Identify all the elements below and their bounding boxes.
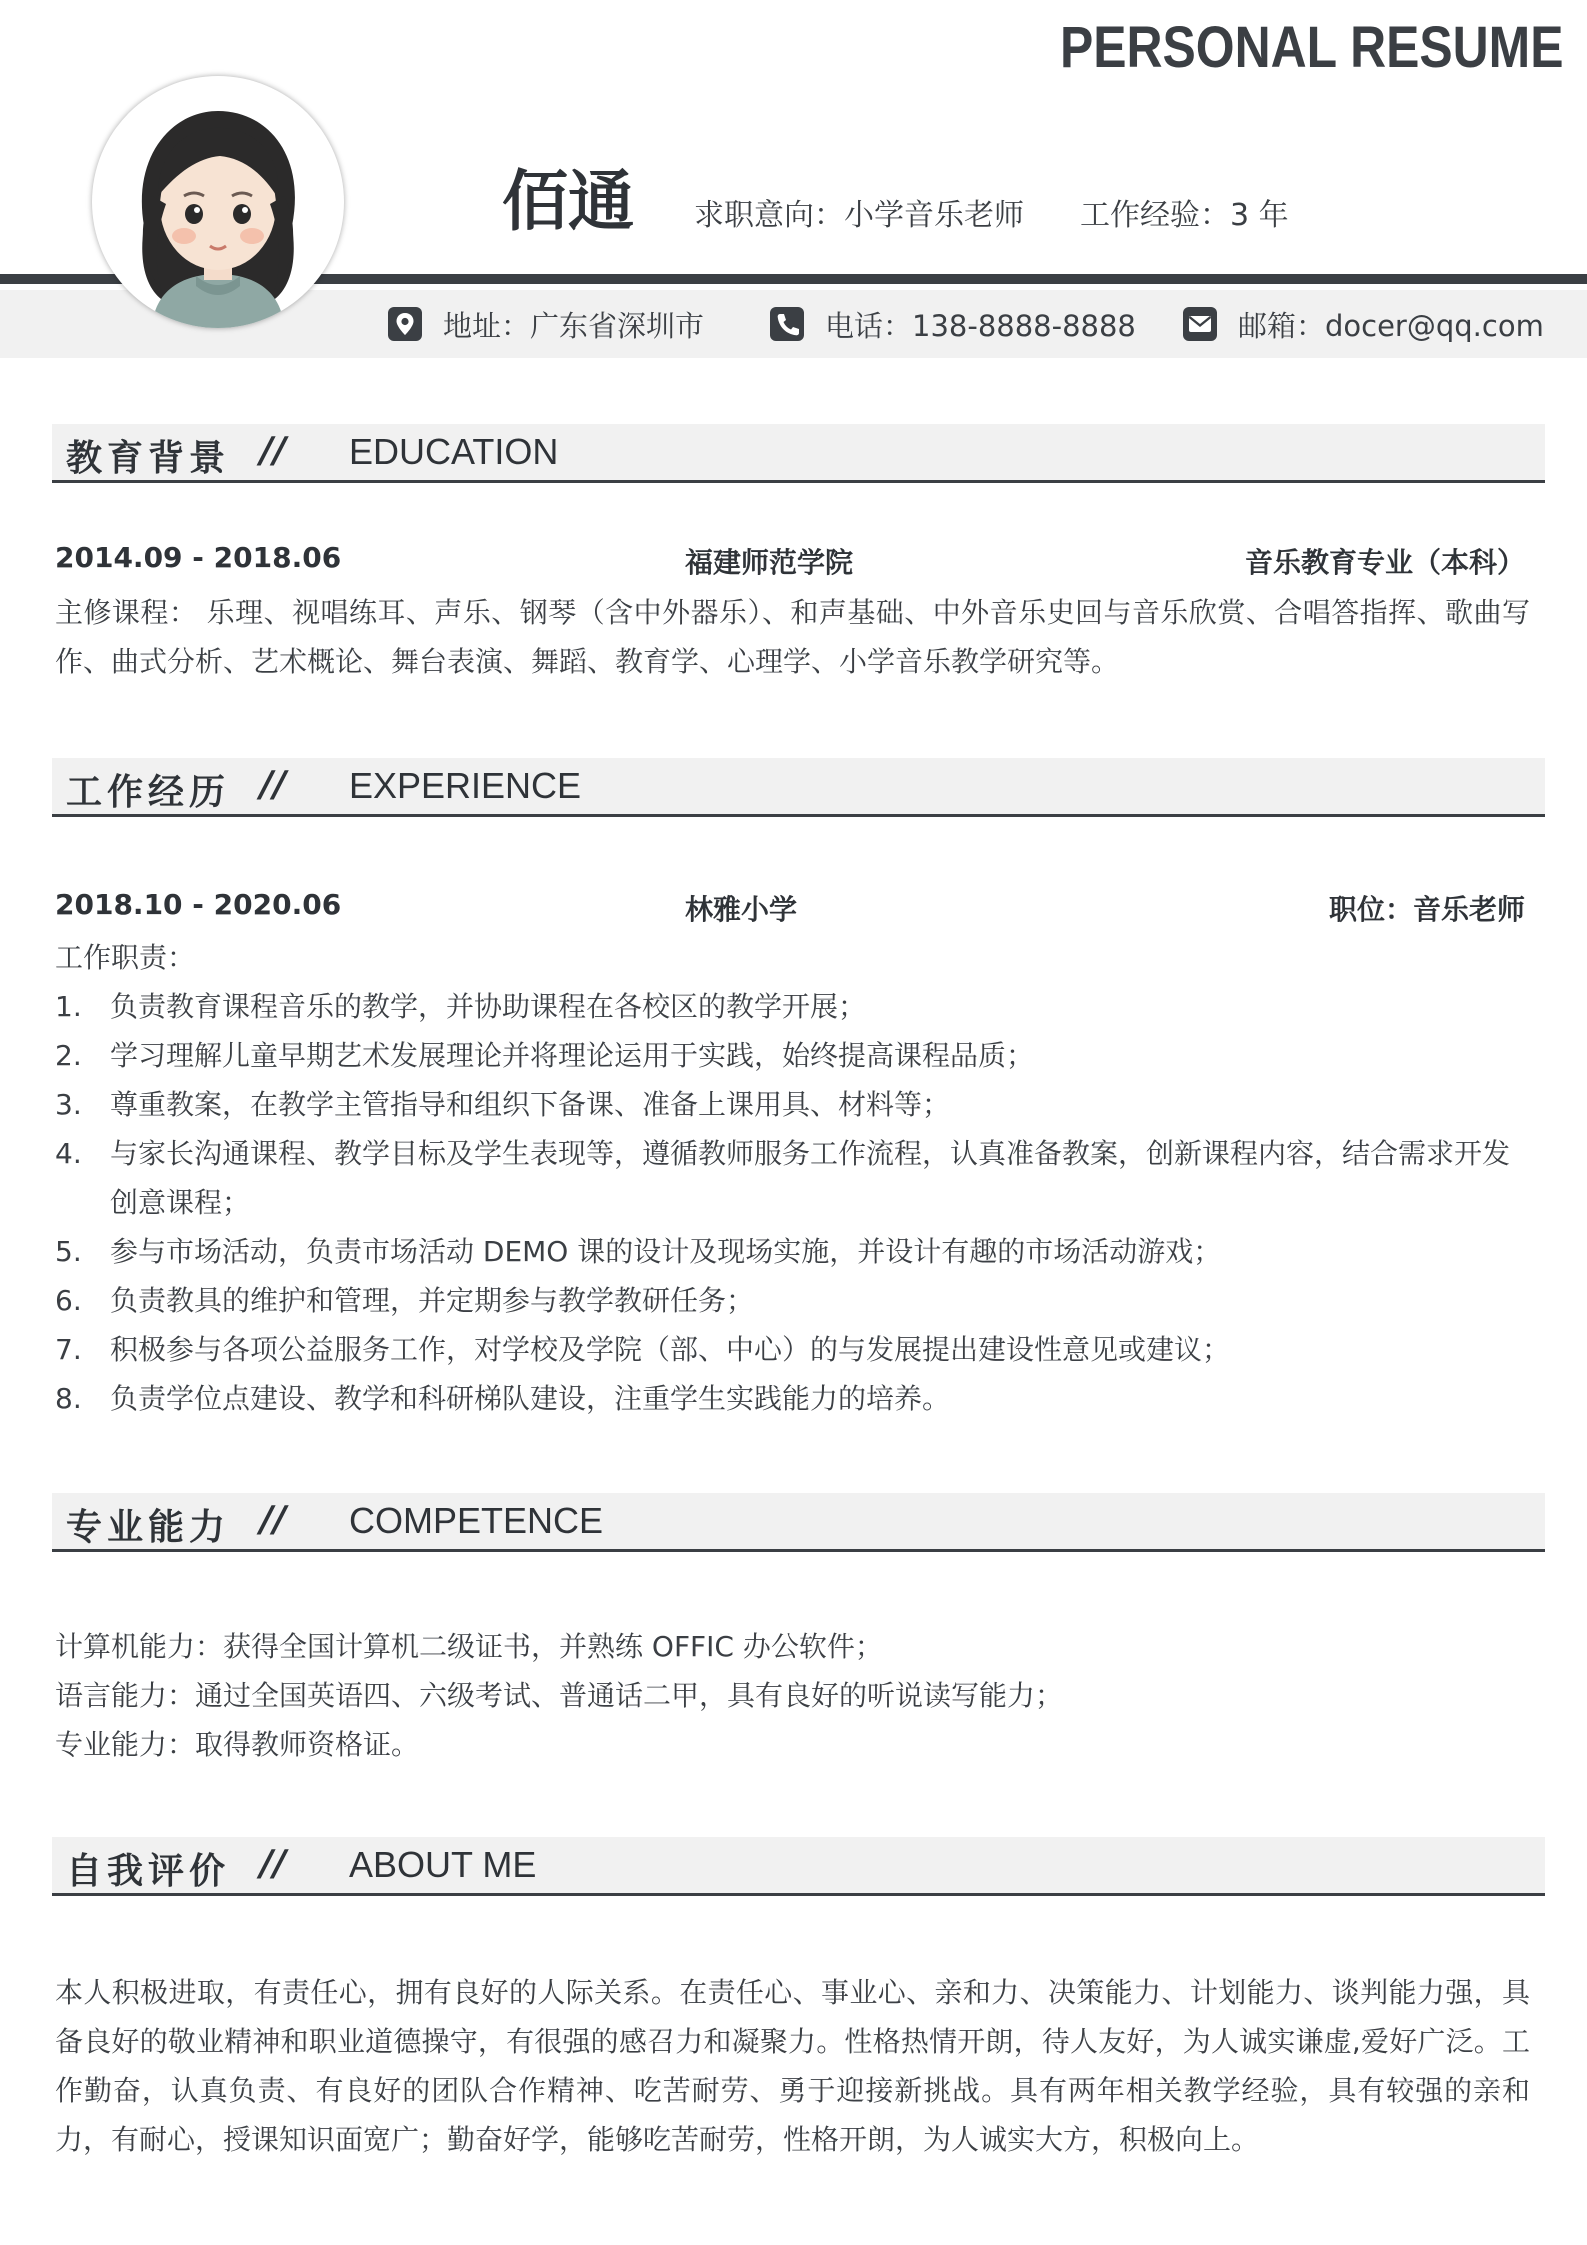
about-text: 本人积极进取，有责任心，拥有良好的人际关系。在责任心、事业心、亲和力、决策能力、计划能力、谈判能力强，具备良好的敬业精神和职业道德操守，有很强的感召力和凝聚力。性格热情开朗，待人友好，为人诚实谦虚,爱好广泛。工作勤奋，认真负责、有良好的团队合作精神、吃苦耐劳、勇于迎接新挑战。具有两年相关教学经验，具有较强的亲和力，有耐心，授课知识面宽广；勤奋好学，能够吃苦耐劳，性格开朗，为人诚实大方，积极向上。 (55, 1976, 1530, 2156)
education-school: 福建师范学院 (685, 546, 854, 579)
list-number: 4. (55, 1137, 82, 1170)
section-separator: // (260, 1499, 287, 1540)
section-header-about (52, 1837, 1545, 1896)
experience-period: 2018.10 - 2020.06 (55, 888, 342, 921)
section-title-en: ABOUT ME (349, 1844, 537, 1885)
section-title-en: EDUCATION (349, 431, 559, 472)
competence-professional: 专业能力：取得教师资格证。 (55, 1728, 420, 1761)
list-number: 6. (55, 1284, 82, 1317)
list-item (55, 1622, 1530, 1671)
list-item (55, 1720, 1530, 1769)
section-separator: // (260, 430, 287, 471)
experience-row (55, 888, 1525, 928)
list-item (55, 1276, 1530, 1325)
list-number: 3. (55, 1088, 82, 1121)
phone-text: 电话：138-8888-8888 (825, 308, 1136, 343)
section-title-cn: 专业能力 (66, 1507, 231, 1548)
email-text: 邮箱：docer@qq.com (1238, 308, 1544, 343)
list-item (55, 1374, 1530, 1423)
duty-label: 工作职责： (55, 941, 196, 974)
list-item (55, 982, 1530, 1031)
list-item (55, 1129, 1530, 1227)
section-header-education (52, 424, 1545, 483)
list-text: 参与市场活动，负责市场活动 DEMO 课的设计及现场实施，并设计有趣的市场活动游戏； (110, 1235, 1222, 1268)
job-intent: 求职意向：小学音乐老师 (694, 198, 1024, 233)
education-major: 音乐教育专业（本科） (1244, 546, 1525, 579)
phone-icon (769, 306, 805, 342)
list-text: 负责教育课程音乐的教学，并协助课程在各校区的教学开展； (110, 990, 867, 1023)
list-text: 学习理解儿童早期艺术发展理论并将理论运用于实践，始终提高课程品质； (110, 1039, 1035, 1072)
mail-icon (1182, 306, 1218, 342)
section-title-en: EXPERIENCE (349, 765, 582, 806)
section-title-cn: 自我评价 (66, 1851, 231, 1892)
education-row (55, 541, 1525, 581)
girl-portrait-icon (92, 76, 344, 328)
competence-language: 语言能力：通过全国英语四、六级考试、普通话二甲，具有良好的听说读写能力； (55, 1679, 1064, 1712)
section-separator: // (260, 1843, 287, 1884)
list-item (55, 1325, 1530, 1374)
duty-list (55, 933, 1530, 1423)
list-item (55, 1227, 1530, 1276)
list-number: 1. (55, 990, 82, 1023)
page-title: PERSONAL RESUME (1059, 15, 1563, 80)
education-period: 2014.09 - 2018.06 (55, 541, 342, 574)
section-title-cn: 教育背景 (66, 438, 231, 479)
list-text: 与家长沟通课程、教学目标及学生表现等，遵循教师服务工作流程，认真准备教案，创新课程内容，结合需求开发创意课程； (110, 1137, 1511, 1219)
work-experience: 工作经验：3 年 (1080, 198, 1289, 233)
competence-list (55, 1622, 1530, 1769)
job-intent-line (694, 190, 1289, 234)
list-number: 8. (55, 1382, 82, 1415)
list-number: 2. (55, 1039, 82, 1072)
list-text: 负责学位点建设、教学和科研梯队建设，注重学生实践能力的培养。 (110, 1382, 951, 1415)
list-item (55, 1080, 1530, 1129)
section-title-cn: 工作经历 (66, 772, 231, 813)
list-text: 负责教具的维护和管理，并定期参与教学教研任务； (110, 1284, 755, 1317)
location-icon (387, 306, 423, 342)
section-separator: // (260, 764, 287, 805)
address-text: 地址：广东省深圳市 (443, 308, 705, 343)
experience-position: 职位：音乐老师 (1328, 893, 1525, 926)
education-courses: 主修课程： 乐理、视唱练耳、声乐、钢琴（含中外器乐）、和声基础、中外音乐史回与音乐欣赏、合唱答指挥、歌曲写作、曲式分析、艺术概论、舞台表演、舞蹈、教育学、心理学、小学音乐教学研究等。 (55, 596, 1530, 678)
contact-address (387, 306, 704, 342)
list-item (55, 1031, 1530, 1080)
list-number: 5. (55, 1235, 82, 1268)
experience-company: 林雅小学 (685, 893, 798, 926)
section-title-en: COMPETENCE (349, 1500, 604, 1541)
list-item (55, 1671, 1530, 1720)
duty-label-row (55, 933, 1530, 982)
competence-computer: 计算机能力：获得全国计算机二级证书，并熟练 OFFIC 办公软件； (55, 1630, 883, 1663)
section-header-experience (52, 758, 1545, 817)
contact-phone (769, 306, 1136, 342)
section-header-competence (52, 1493, 1545, 1552)
list-number: 7. (55, 1333, 82, 1366)
list-text: 尊重教案，在教学主管指导和组织下备课、准备上课用具、材料等； (110, 1088, 951, 1121)
list-text: 积极参与各项公益服务工作，对学校及学院（部、中心）的与发展提出建设性意见或建议； (110, 1333, 1231, 1366)
candidate-name: 佰通 (502, 163, 634, 240)
contact-email (1182, 306, 1544, 342)
